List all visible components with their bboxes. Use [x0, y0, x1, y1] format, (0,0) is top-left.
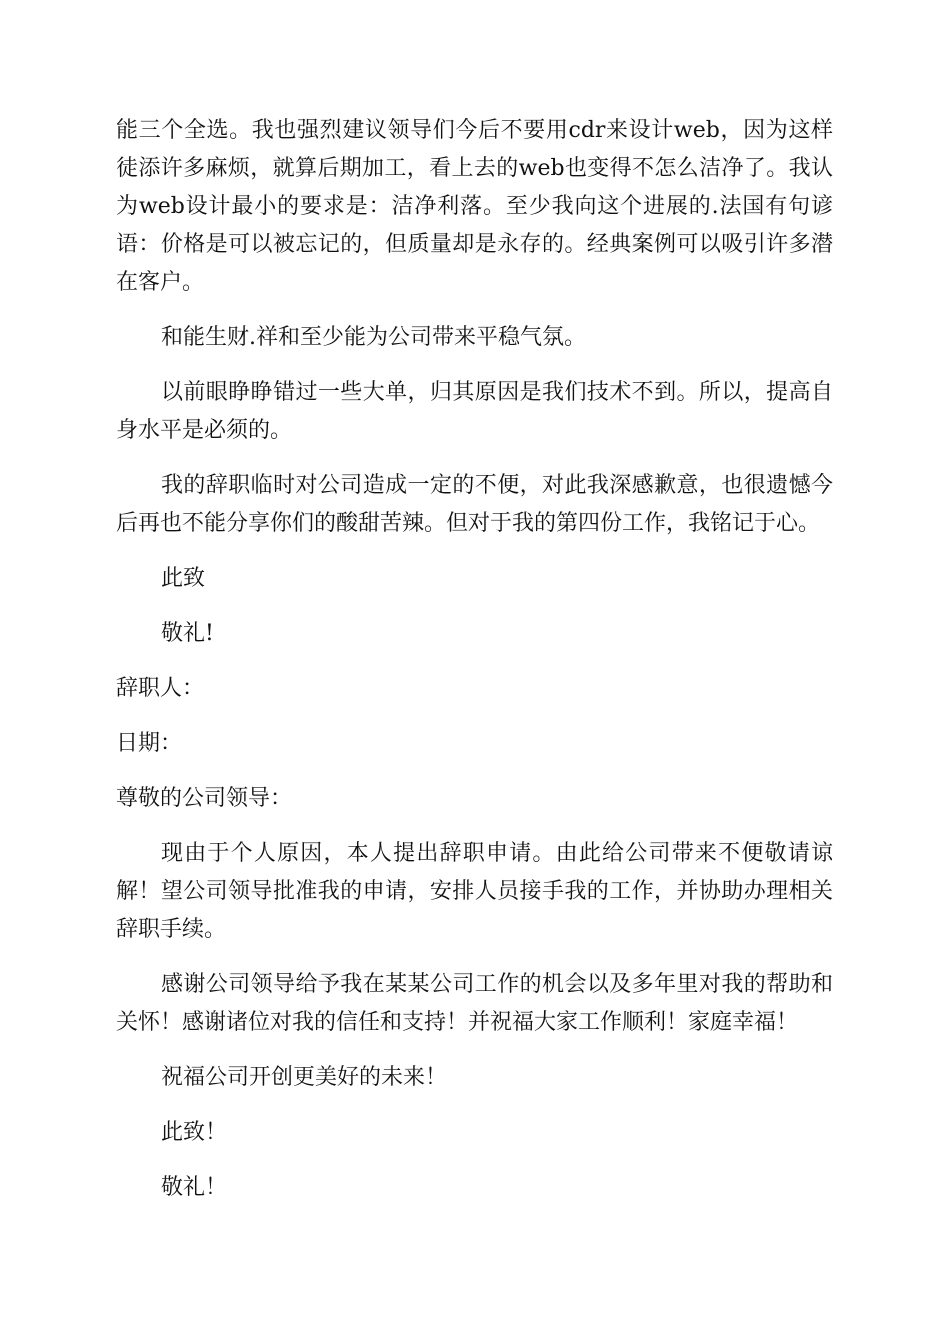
closing-cizhi: 此致 [161, 566, 206, 591]
paragraph-wishes: 祝福公司开创更美好的未来！ [161, 1065, 448, 1090]
signature-resigner: 辞职人： [116, 676, 205, 701]
signature-date: 日期： [116, 731, 183, 756]
paragraph-apology: 我的辞职临时对公司造成一定的不便，对此我深感歉意，也很遗憾今后再也不能分享你们的酸甜苦辣。但对于我的第四份工作，我铭记于心。 [116, 473, 833, 536]
paragraph-resignation-request: 现由于个人原因，本人提出辞职申请。由此给公司带来不便敬请谅解！望公司领导批准我的申请，安排人员接手我的工作，并协助办理相关辞职手续。 [116, 841, 833, 942]
closing-jingli: 敬礼! [161, 621, 214, 646]
salutation: 尊敬的公司领导： [116, 786, 293, 811]
paragraph-missed-orders: 以前眼睁睁错过一些大单，归其原因是我们技术不到。所以，提高自身水平是必须的。 [116, 380, 833, 443]
paragraph-web-design: 能三个全选。我也强烈建议领导们今后不要用cdr来设计web，因为这样徒添许多麻烦，就算后期加工，看上去的web也变得不怎么洁净了。我认为web设计最小的要求是：洁净利落。至少我向这个进展的.法国有句谚语：价格是可以被忘记的，但质量却是永存的。经典案例可以吸引许多潜在客户。 [116, 118, 833, 295]
closing-jingli-2: 敬礼！ [161, 1175, 228, 1200]
closing-cizhi-2: 此致！ [161, 1120, 228, 1145]
paragraph-thanks: 感谢公司领导给予我在某某公司工作的机会以及多年里对我的帮助和关怀！感谢诸位对我的信任和支持！并祝福大家工作顺利！家庭幸福！ [116, 972, 833, 1035]
paragraph-harmony: 和能生财.祥和至少能为公司带来平稳气氛。 [161, 325, 586, 350]
document-page [116, 112, 833, 1224]
